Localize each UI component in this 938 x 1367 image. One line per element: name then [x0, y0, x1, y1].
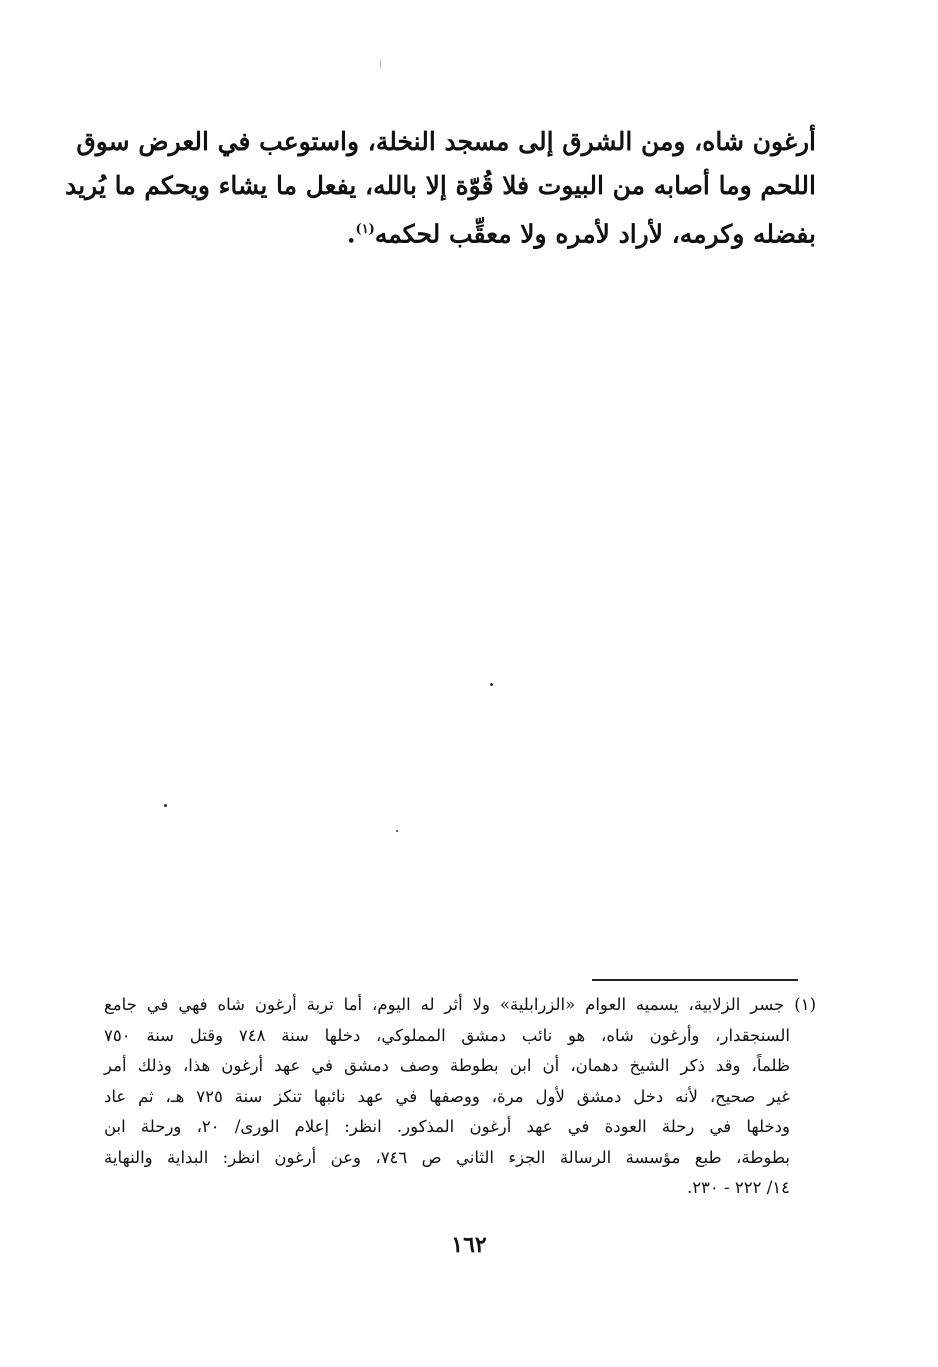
scan-speck — [396, 830, 398, 832]
footnote-line: ظلماً، وقد ذكر الشيخ دهمان، أن ابن بطوطة وصف دمشق في عهد أرغون هذا، وذلك أمر — [104, 1056, 790, 1075]
main-text — [65, 120, 816, 252]
footnote-separator — [592, 979, 798, 981]
end-punctuation: . — [346, 219, 356, 249]
scan-speck — [380, 60, 381, 68]
main-text-line — [104, 208, 816, 252]
footnote-line: ودخلها في رحلة العودة في عهد أرغون المذكور. انظر: إعلام الورى/ ٢٠، ورحلة ابن — [104, 1117, 791, 1136]
footnote-line: السنجقدار، وأرغون شاه، هو نائب دمشق المملوكي، دخلها سنة ٧٤٨ وقتل سنة ٧٥٠ — [104, 1025, 791, 1045]
main-text-line: اللحم وما أصابه من البيوت فلا قُوّة إلا بالله، يفعل ما يشاء ويحكم ما يُريد — [65, 171, 816, 200]
footnote-reference: (١) — [355, 222, 375, 237]
footnote-line: (١) جسر الزلابية، يسميه العوام «الزرابلية» ولا أثر له اليوم، أما تربة أرغون شاه فهي في جامع — [104, 995, 816, 1014]
scan-speck — [490, 683, 493, 686]
footnote-line: بطوطة، طبع مؤسسة الرسالة الجزء الثاني ص ٧٤٦، وعن أرغون انظر: البداية والنهاية — [104, 1147, 790, 1167]
main-text-line-content: بفضله وكرمه، لأراد لأمره ولا معقِّب لحكمه — [374, 219, 816, 249]
page-number: ١٦٢ — [451, 1232, 487, 1258]
footnote-line: ١٤/ ٢٢٢ - ٢٣٠. — [686, 1178, 790, 1197]
scan-speck — [164, 804, 167, 807]
footnotes — [104, 990, 816, 1204]
footnote-line: غير صحيح، لأنه دخل دمشق لأول مرة، ووصفها في عهد نائبها تنكز سنة ٧٢٥ هـ، ثم عاد — [104, 1086, 790, 1106]
main-text-line: أرغون شاه، ومن الشرق إلى مسجد النخلة، واستوعب في العرض سوق — [76, 127, 816, 156]
